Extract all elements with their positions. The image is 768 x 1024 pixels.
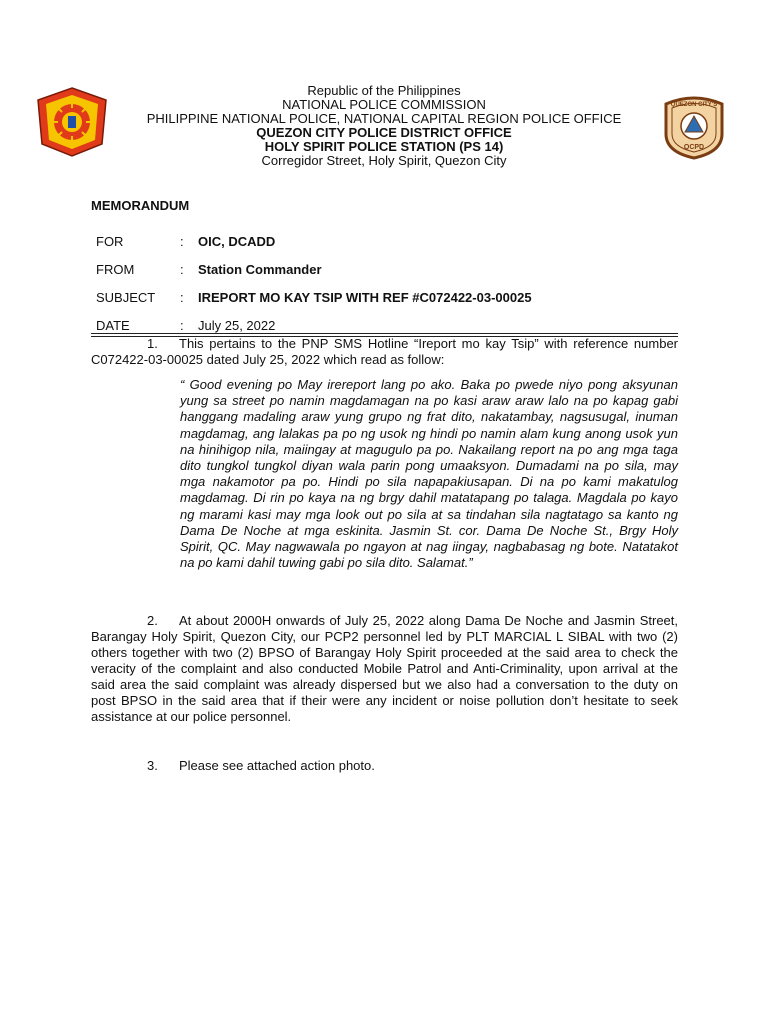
date-value: July 25, 2022 (198, 318, 276, 333)
header-qcpd: QUEZON CITY POLICE DISTRICT OFFICE (256, 125, 512, 140)
for-value: OIC, DCADD (198, 234, 276, 249)
paragraph-2-number: 2. (147, 613, 158, 628)
paragraph-3 (91, 758, 678, 774)
paragraph-1 (91, 336, 678, 368)
from-label: FROM (96, 262, 135, 277)
paragraph-1-text: This pertains to the PNP SMS Hotline “Ireport mo kay Tsip” with reference number C072422-03-00025 dated July 25, 2022 which read as follow: (91, 336, 678, 367)
date-label: DATE (96, 318, 130, 333)
memo-title: MEMORANDUM (91, 198, 190, 213)
from-value: Station Commander (198, 262, 322, 277)
paragraph-3-number: 3. (147, 758, 158, 773)
header-station: HOLY SPIRIT POLICE STATION (PS 14) (264, 139, 504, 154)
paragraph-2-text: At about 2000H onwards of July 25, 2022 along Dama De Noche and Jasmin Street, Barangay Holy Spirit, Quezon City, our PCP2 personnel led by PLT MARCIAL L SIBAL with two (2) others together with two (2) BPSO of Barangay Holy Spirit proceeded at the said area to check the veracity of the complaint and also conducted Mobile Patrol and Anti-Criminality, upon arrival at the said area the said complaint was already dispersed but we also had a conversation to the duty on post BPSO in the said area that if their were any incident or noise pollution don’t hesitate to seek assistance at our police personnel. (91, 613, 678, 724)
colon: : (180, 318, 184, 333)
colon: : (180, 290, 184, 305)
complaint-quote: “ Good evening po May irereport lang po ako. Baka po pwede niyo pong aksyunan yung sa street po namin magdamagan na po kasi araw araw lalo na po kapag gabi hanggang madaling araw yung grupo ng frat dito, nakatambay, nagsusugal, inuman magdamag, ang lalakas pa po ng usok ng hindi po namin alam kung anong usok yun na hinihigop nila, maiingay at magugulo pa po. Nakailang report na po ang mga taga dito tungkol tungkol diyan wala parin pong umaaksyon. Dumadami na po sila, may mga nakamotor pa po. Hindi po sila napapakiusapan. Di na po kami makatulog magdamag. Di rin po kaya na ng brgy dahil matatapang po talaga. Magdala po kayo ng marami kasi may mga look out po sila at sa tindahan sila nagtatago sa kanto ng Dama De Noche at mga eskinita. Jasmin St. cor. Dama De Noche St., Brgy Holy Spirit, QC. May nagwawala po ngayon at nag iingay, nagbabasag ng bote. Natatakot na po kami dahil tuwing gabi po sila dito. Salamat.” (180, 377, 678, 571)
badge-bottom-text: QCPD (683, 144, 705, 151)
paragraph-2 (91, 613, 678, 725)
separator-rule-top (91, 333, 678, 334)
paragraph-3-text: Please see attached action photo. (179, 758, 375, 773)
colon: : (180, 234, 184, 249)
subject-value: IREPORT MO KAY TSIP WITH REF #C072422-03-00025 (198, 290, 532, 305)
header-republic: Republic of the Philippines (307, 83, 461, 98)
colon: : (180, 262, 184, 277)
header-address: Corregidor Street, Holy Spirit, Quezon City (261, 153, 507, 168)
paragraph-1-number: 1. (147, 336, 158, 351)
subject-label: SUBJECT (96, 290, 156, 305)
for-label: FOR (96, 234, 124, 249)
letterhead (90, 84, 678, 168)
badge-top-text: QUEZON CITY'S (670, 102, 718, 108)
header-pnp-ncrpo: PHILIPPINE NATIONAL POLICE, NATIONAL CAPITAL REGION POLICE OFFICE (146, 111, 622, 126)
header-napolcom: NATIONAL POLICE COMMISSION (282, 97, 486, 112)
